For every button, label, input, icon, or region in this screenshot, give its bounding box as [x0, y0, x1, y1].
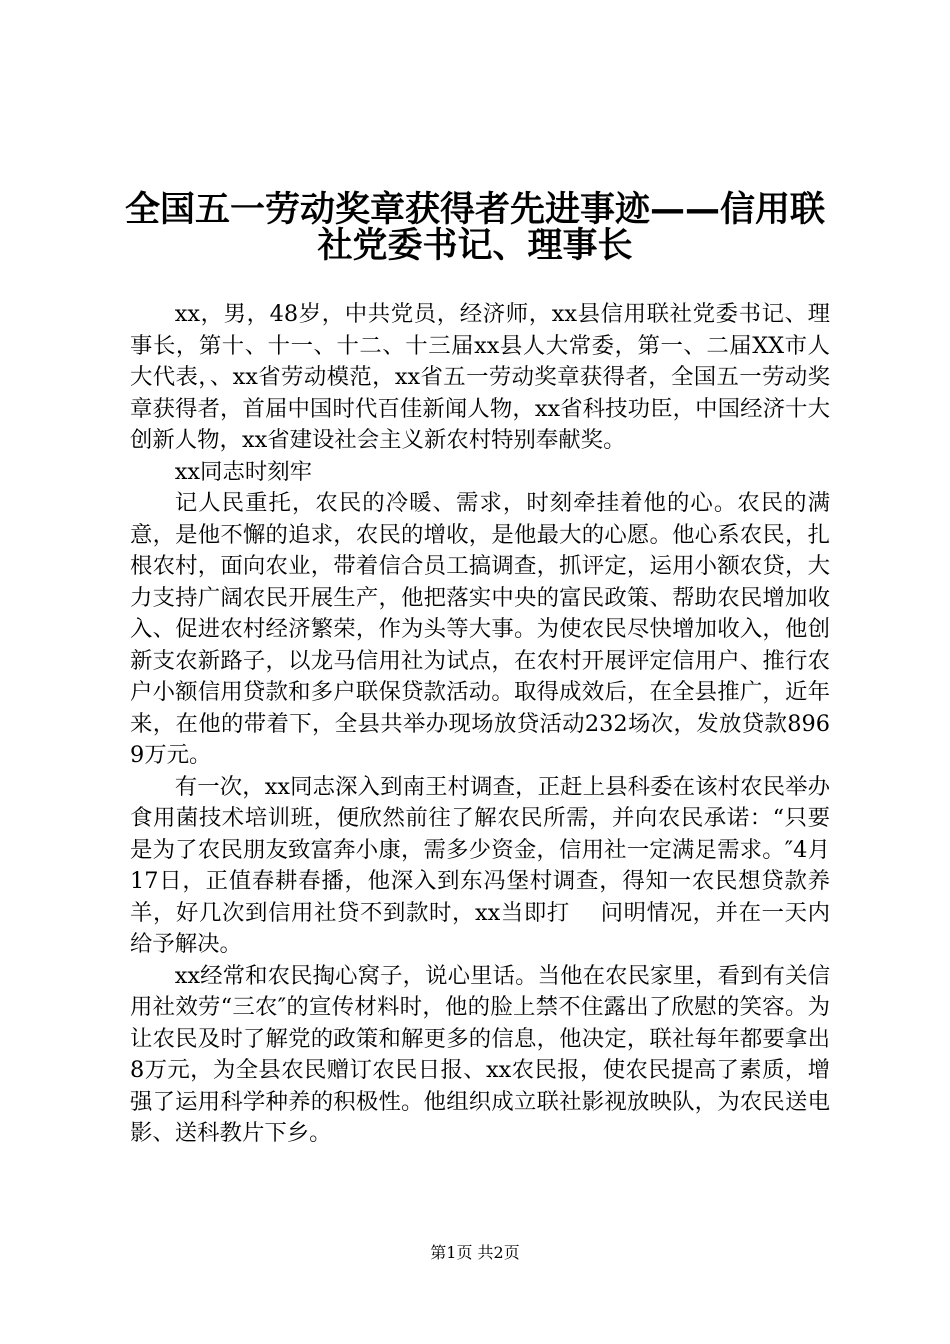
paragraph-heading-fragment: xx同志时刻牢: [174, 458, 313, 485]
document-body: [130, 299, 830, 1150]
paragraph-village-survey: 有一次，xx同志深入到南王村调查，正赶上县科委在该村农民举办食用菌技术培训班，便欣然前往了解农民所需，并向农民承诺：“只要是为了农民朋友致富奔小康，需多少资金，信用社一定满足需求。″4月17日，正值春耕春播，他深入到东冯堡村调查，得知一农民想贷款养羊，好几次到信用社贷不到款时，xx当即打 问明情况，并在一天内给予解决。: [130, 773, 830, 957]
paragraph-heart-to-heart: xx经常和农民掏心窝子，说心里话。当他在农民家里，看到有关信用社效劳“三农″的宣传材料时，他的脸上禁不住露出了欣慰的笑容。为让农民及时了解党的政策和解更多的信息，他决定，联社每年都要拿出8万元，为全县农民赠订农民日报、xx农民报，使农民提高了素质，增强了运用科学种养的积极性。他组织成立联社影视放映队，为农民送电影、送科教片下乡。: [130, 962, 830, 1146]
document-title-line-1: 全国五一劳动奖章获得者先进事迹——信用联: [124, 190, 825, 230]
document-title-line-2: 社党委书记、理事长: [317, 226, 633, 266]
page-number-footer: 第1页 共2页: [430, 1243, 520, 1262]
paragraph-profile: xx，男，48岁，中共党员，经济师，xx县信用联社党委书记、理事长，第十、十一、十二、十三届xx县人大常委，第一、二届XX市人大代表，、xx省劳动模范，xx省五一劳动奖章获得者，全国五一劳动奖章获得者，首届中国时代百佳新闻人物，xx省科技功臣，中国经济十大创新人物，xx省建设社会主义新农村特别奉献奖。: [130, 301, 830, 453]
paragraph-people-trust: 记人民重托，农民的冷暖、需求，时刻牵挂着他的心。农民的满意，是他不懈的追求，农民的增收，是他最大的心愿。他心系农民，扎根农村，面向农业，带着信合员工搞调查，抓评定，运用小额农贷，大力支持广阔农民开展生产，他把落实中央的富民政策、帮助农民增加收入、促进农村经济繁荣，作为头等大事。为使农民尽快增加收入，他创新支农新路子，以龙马信用社为试点，在农村开展评定信用户、推行农户小额信用贷款和多户联保贷款活动。取得成效后，在全县推广，近年来，在他的带着下，全县共举办现场放贷活动232场次，发放贷款8969万元。: [130, 490, 830, 768]
